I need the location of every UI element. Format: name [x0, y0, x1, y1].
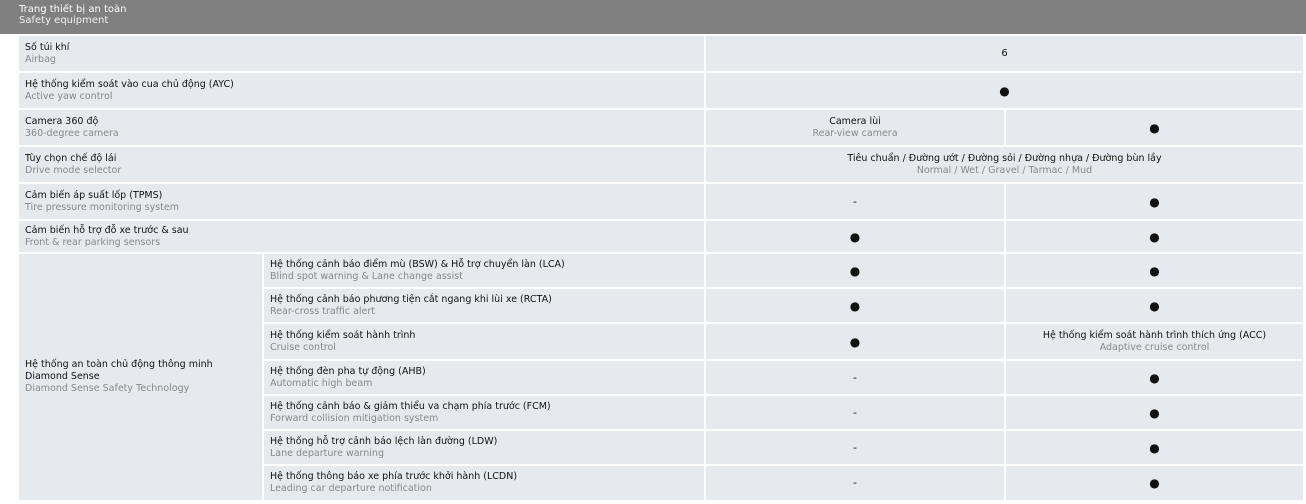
group-label-diamond-sense [19, 254, 262, 500]
ldw-col2 [1006, 431, 1303, 464]
group-label-en: Diamond Sense Safety Technology [25, 383, 190, 394]
section-title-vi: Trang thiết bị an toàn [19, 4, 127, 15]
row-label-en: Leading car departure notification [270, 483, 432, 494]
value-vi: Hệ thống kiểm soát hành trình thích ứng (ACC) [1042, 329, 1267, 341]
row-label-en: Lane departure warning [270, 447, 384, 459]
row-label-airbag [19, 36, 704, 71]
bullet-icon: ● [1149, 440, 1160, 455]
parking-col2 [1006, 221, 1303, 252]
bullet-icon: ● [999, 83, 1010, 98]
value-en: Adaptive cruise control [1099, 341, 1210, 353]
rcta-col2 [1006, 289, 1303, 322]
bullet-icon: ● [849, 334, 861, 349]
row-label-vi: Hệ thống kiểm soát hành trình [270, 329, 416, 341]
bsw-col2 [1006, 254, 1303, 287]
rcta-col1 [706, 289, 1004, 322]
dash-icon: - [853, 440, 857, 454]
row-label-en: Automatic high beam [270, 377, 373, 389]
dash-icon: - [853, 476, 857, 489]
bullet-icon: ● [1149, 194, 1160, 209]
subrow-label-ldw [264, 431, 704, 464]
camera-col2 [1006, 110, 1303, 145]
row-label-en: Blind spot warning & Lane change assist [270, 270, 463, 282]
row-label-en: Drive mode selector [25, 164, 122, 176]
row-label-en: Front & rear parking sensors [25, 236, 161, 248]
value-text: 6 [1001, 47, 1008, 59]
bullet-icon: ● [849, 263, 861, 278]
drive-mode-value [706, 147, 1303, 182]
cruise-col1 [706, 324, 1004, 359]
parking-col1 [706, 221, 1004, 252]
bullet-icon: ● [1149, 476, 1160, 490]
lcdn-col1 [706, 466, 1004, 500]
row-label-drive-mode [19, 147, 704, 182]
section-header [0, 0, 1306, 34]
value-vi: Tiêu chuẩn / Đường ướt / Đường sỏi / Đường nhựa / Đường bùn lầy [847, 152, 1162, 164]
ahb-col2 [1006, 361, 1303, 394]
row-label-en: Rear-cross traffic alert [270, 305, 376, 317]
row-label-camera [19, 110, 704, 145]
row-label-en: Cruise control [270, 341, 336, 353]
value-vi: Camera lùi [829, 115, 881, 127]
fcm-col2 [1006, 396, 1303, 429]
dash-icon: - [853, 405, 857, 419]
value-en: Rear-view camera [812, 127, 898, 139]
lcdn-col2 [1006, 466, 1303, 500]
row-label-tpms [19, 184, 704, 219]
tpms-col2 [1006, 184, 1303, 219]
ldw-col1 [706, 431, 1004, 464]
row-label-en: Forward collision mitigation system [270, 412, 439, 424]
bullet-icon: ● [1149, 298, 1160, 313]
row-label-ayc [19, 73, 704, 108]
row-label-parking [19, 221, 704, 252]
subrow-label-rcta [264, 289, 704, 322]
group-label-vi: Hệ thống an toàn chủ động thông minh [25, 359, 213, 370]
subrow-label-cruise [264, 324, 704, 359]
bullet-icon: ● [1149, 120, 1160, 135]
row-label-vi: Hệ thống thông báo xe phía trước khởi hành (LCDN) [270, 471, 518, 482]
row-label-vi: Tùy chọn chế độ lái [25, 152, 117, 164]
row-label-vi: Camera 360 độ [25, 115, 99, 127]
fcm-col1 [706, 396, 1004, 429]
dash-icon: - [853, 194, 857, 208]
bsw-col1 [706, 254, 1004, 287]
row-label-en: Active yaw control [25, 90, 113, 102]
group-label-name: Diamond Sense [25, 371, 100, 382]
subrow-label-lcdn [264, 466, 704, 500]
subrow-label-ahb [264, 361, 704, 394]
row-label-vi: Hệ thống cảnh báo điểm mù (BSW) & Hỗ trợ chuyển làn (LCA) [270, 258, 565, 270]
section-title-en: Safety equipment [19, 15, 109, 26]
dash-icon: - [853, 370, 857, 384]
ayc-value [706, 73, 1303, 108]
row-label-vi: Cảm biến áp suất lốp (TPMS) [25, 189, 163, 201]
value-en: Normal / Wet / Gravel / Tarmac / Mud [916, 164, 1093, 176]
ahb-col1 [706, 361, 1004, 394]
row-label-vi: Hệ thống đèn pha tự động (AHB) [270, 365, 426, 377]
camera-col1 [706, 110, 1004, 145]
bullet-icon: ● [849, 229, 861, 244]
subrow-label-fcm [264, 396, 704, 429]
row-label-vi: Hệ thống kiểm soát vào cua chủ động (AYC) [25, 78, 234, 90]
row-label-vi: Hệ thống cảnh báo & giảm thiểu va chạm phía trước (FCM) [270, 400, 551, 412]
row-label-vi: Hệ thống hỗ trợ cảnh báo lệch làn đường (LDW) [270, 435, 498, 447]
cruise-col2 [1006, 324, 1303, 359]
row-label-vi: Hệ thống cảnh báo phương tiện cắt ngang khi lùi xe (RCTA) [270, 293, 552, 305]
bullet-icon: ● [1149, 405, 1160, 420]
row-label-vi: Cảm biến hỗ trợ đỗ xe trước & sau [25, 224, 189, 236]
row-label-en: Tire pressure monitoring system [25, 201, 179, 213]
subrow-label-bsw [264, 254, 704, 287]
row-label-en: Airbag [25, 53, 56, 65]
row-label-vi: Số túi khí [25, 41, 70, 53]
bullet-icon: ● [1149, 229, 1160, 244]
bullet-icon: ● [849, 298, 861, 313]
row-label-en: 360-degree camera [25, 127, 119, 139]
bullet-icon: ● [1149, 370, 1160, 385]
airbag-value [706, 36, 1303, 71]
bullet-icon: ● [1149, 263, 1160, 278]
tpms-col1 [706, 184, 1004, 219]
